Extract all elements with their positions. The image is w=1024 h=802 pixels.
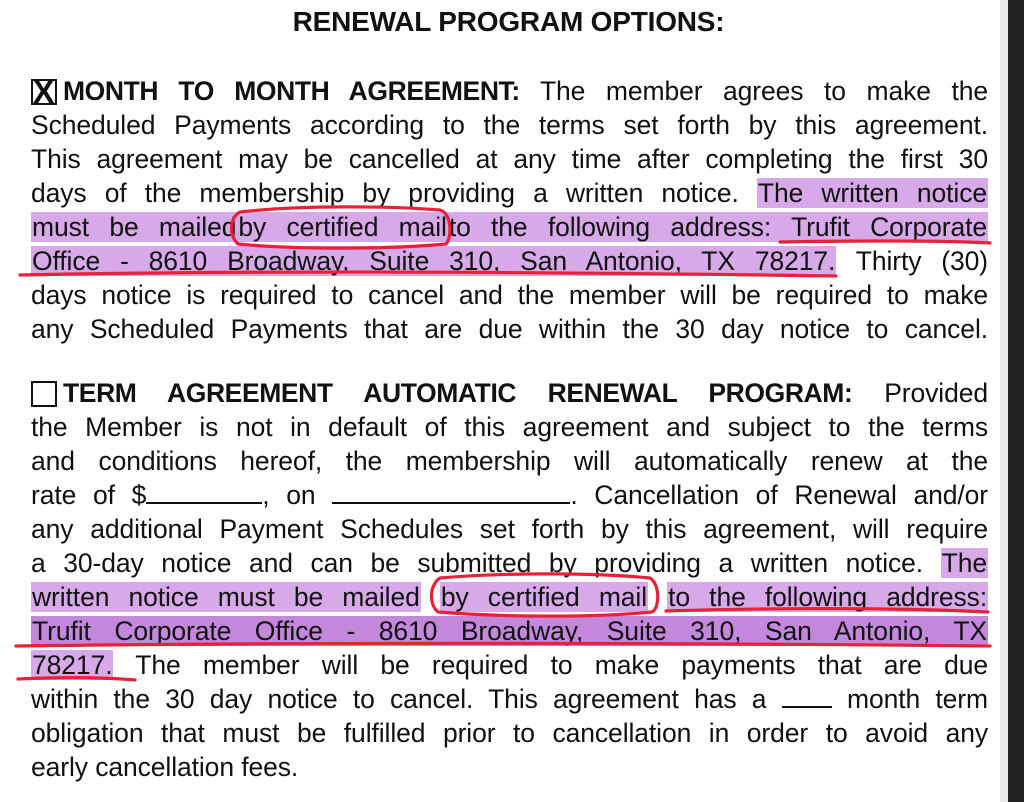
s2-text: The member will be required to make payments that are due (135, 650, 988, 680)
month-to-month-checkbox[interactable] (31, 74, 57, 110)
s2-line-2: the Member is not in default of this agreement and subject to the terms (31, 412, 988, 442)
s1-line-7: days notice is required to cancel and the member will be required to make (31, 280, 988, 310)
term-agreement-checkbox[interactable] (31, 381, 57, 407)
s2-line-3: and conditions hereof, the membership will automatically renew at the (31, 446, 988, 476)
s2-line-5: any additional Payment Schedules set forth by this agreement, will require (31, 514, 988, 544)
s2-text: . Cancellation of Renewal and/or (570, 480, 989, 510)
highlighted-text: written notice must be mailed (32, 582, 420, 612)
certified-mail-circled: by certified mail (440, 582, 648, 612)
s2-line-12: early cancellation fees. (31, 752, 299, 782)
s2-line-1 (31, 376, 988, 410)
s2-line-9 (31, 648, 988, 682)
s1-text: Thirty (30) (855, 246, 989, 276)
s2-text: a 30-day notice and can be submitted by providing a written notice. (31, 548, 924, 578)
highlighted-text: The (941, 548, 988, 578)
s1-text: The member agrees to make the (539, 76, 988, 106)
term-agreement-heading: TERM AGREEMENT AUTOMATIC RENEWAL PROGRAM: (63, 378, 853, 408)
highlighted-text: must be mailed (32, 212, 237, 242)
s1-line-8: any Scheduled Payments that are due within the 30 day notice to cancel. (31, 314, 988, 344)
renewal-date-blank[interactable] (332, 480, 570, 504)
highlighted-address: Trufit Corporate Office - 8610 Broadway, Suite 310, San Antonio, TX (32, 616, 987, 646)
s2-line-7 (31, 580, 988, 614)
s2-text: Provided (884, 378, 989, 408)
s1-line-1 (31, 74, 988, 108)
s1-line-3: This agreement may be cancelled at any time after completing the first 30 (31, 144, 988, 174)
s2-line-8 (31, 614, 988, 648)
highlighted-text: to the following address: (668, 582, 988, 612)
certified-mail-circled: by certified mail (238, 212, 447, 242)
highlighted-text: to the following address: Trufit Corporate (448, 212, 988, 242)
s2-line-4 (31, 478, 988, 512)
s2-text: month term (846, 684, 989, 714)
scan-edge (1000, 0, 1024, 802)
s2-line-6 (31, 546, 988, 580)
page-title: RENEWAL PROGRAM OPTIONS: (292, 6, 725, 37)
renewal-rate-blank[interactable] (146, 480, 262, 504)
s1-line-6 (31, 244, 988, 278)
highlighted-zip: 78217. (32, 650, 113, 680)
s2-line-11: obligation that must be fulfilled prior to cancellation in order to avoid any (31, 718, 988, 748)
s1-text: days of the membership by providing a written notice. (31, 178, 739, 208)
s1-line-4 (31, 176, 988, 210)
month-to-month-heading: MONTH TO MONTH AGREEMENT: (63, 76, 520, 106)
s1-line-2: Scheduled Payments according to the terms set forth by this agreement. (31, 110, 988, 140)
checkbox-x-mark: X (33, 74, 55, 110)
s2-text: rate of $ (31, 480, 147, 510)
s2-line-10 (31, 682, 988, 716)
highlighted-text: The written notice (757, 178, 987, 208)
s2-text: within the 30 day notice to cancel. This agreement has a (31, 684, 767, 714)
s1-line-5 (31, 210, 988, 244)
term-months-blank[interactable] (782, 684, 832, 708)
highlighted-address: Office - 8610 Broadway, Suite 310, San Antonio, TX 78217. (32, 246, 836, 276)
s2-text: , on (262, 480, 316, 510)
